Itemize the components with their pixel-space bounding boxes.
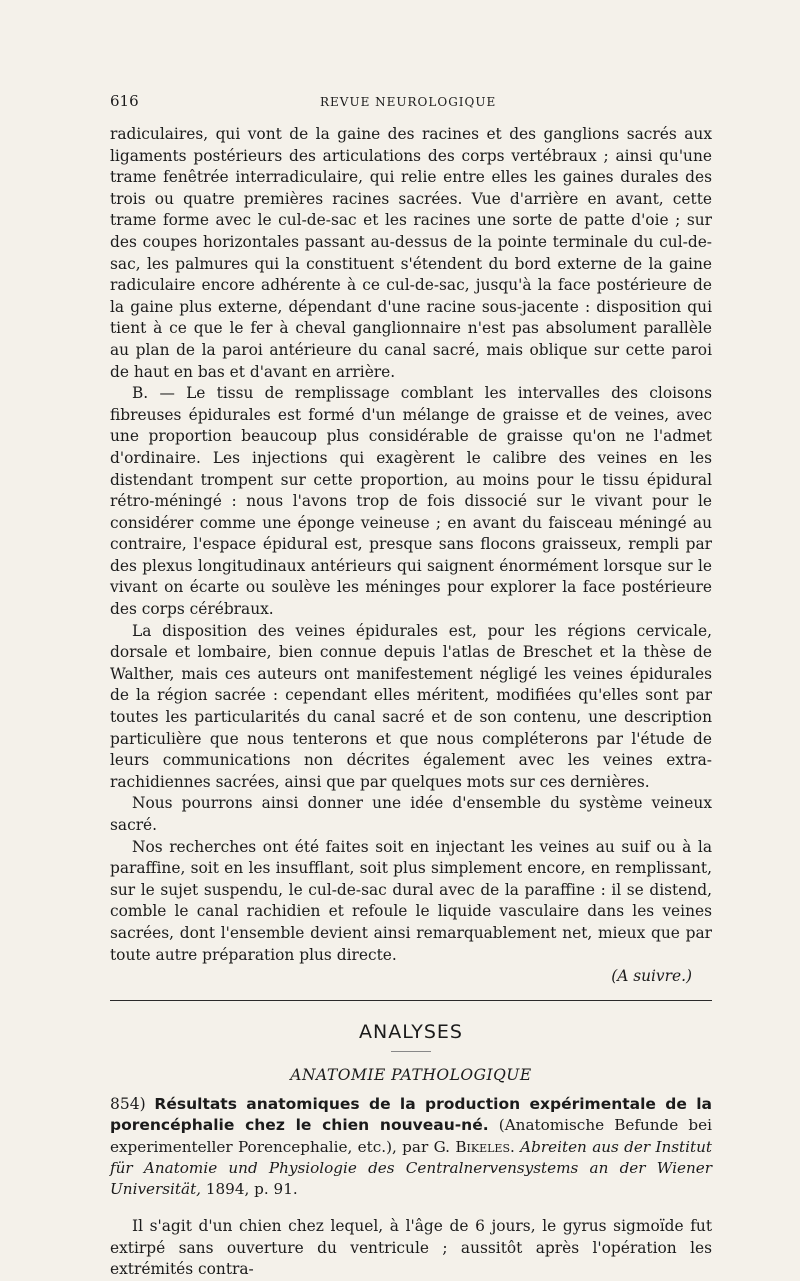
- page-number: 616: [110, 92, 139, 110]
- suivre-line: [110, 966, 712, 988]
- paragraph-4: Nous pourrons ainsi donner une idée d'ensemble du système veineux sacré.: [110, 794, 712, 834]
- entry-source: Abreiten aus der Institut für Anatomie und Physiologie des Centralnervensystems an der Wiener Universität,: [110, 1137, 713, 1199]
- document-page: [110, 92, 712, 1281]
- paragraph-3: La disposition des veines épidurales est, pour les régions cervicale, dorsale et lombaire, bien connue depuis l'atlas de Breschet et la thèse de Walther, mais ces auteurs ont manifestement négligé les veines épidurales de la région sacrée : cependant elles méritent, modifiées qu'elles sont par toutes les particularités du canal sacré et de son contenu, une description particulière que nous tenterons et que nous compléterons par l'étude de leurs communications non décrites également avec les veines extra-rachidiennes sacrées, ainsi que par quelques mots sur ces dernières.: [110, 621, 712, 791]
- analysis-entry: [110, 1094, 712, 1201]
- a-suivre-note: (A suivre.): [611, 967, 692, 986]
- entry-german-title: (Anatomische Befunde bei experimenteller Porencephalie, etc.), par: [110, 1116, 713, 1156]
- entry-title: Résultats anatomiques de la production expérimentale de la porencéphalie chez le chien nouveau-né.: [110, 1094, 713, 1135]
- paragraph-1: radiculaires, qui vont de la gaine des racines et des ganglions sacrés aux ligaments postérieurs des articulations des corps vertébraux ; ainsi qu'une trame fenêtrée interradiculaire, qui relie entre elles les gaines durales des trois ou quatre premières racines sacrées. Vue d'arrière en avant, cette trame forme avec le cul-de-sac et les racines une sorte de patte d'oie ; sur des coupes horizontales passant au-dessus de la pointe terminale du cul-de-sac, les palmures qui la constituent s'étendent du bord externe de la gaine radiculaire encore adhérente à ce cul-de-sac, jusqu'à la face postérieure de la gaine plus externe, dépendant d'une racine sous-jacente : disposition qui tient à ce que le fer à cheval ganglionnaire n'est pas absolument parallèle au plan de la paroi antérieure du canal sacré, mais oblique sur cette paroi de haut en bas et d'avant en arrière.: [110, 125, 712, 381]
- paragraph-5: Nos recherches ont été faites soit en injectant les veines au suif ou à la paraffine, soit en les insufflant, soit plus simplement encore, en remplissant, sur le sujet suspendu, le cul-de-sac dural avec de la paraffine : il se distend, comble le canal rachidien et refoule le liquide vasculaire dans les veines sacrées, dont l'ensemble devient ainsi remarquablement net, mieux que par toute autre préparation plus directe.: [110, 837, 712, 964]
- analyses-heading: ANALYSES: [358, 1020, 463, 1043]
- section-divider: [110, 1000, 712, 1001]
- entry-number: 854): [110, 1094, 146, 1113]
- paragraph-2: B. — Le tissu de remplissage comblant les intervalles des cloisons fibreuses épidurales est formé d'un mélange de graisse et de veines, avec une proportion beaucoup plus considérable de graisse qu'on ne l'admet d'ordinaire. Les injections qui exagèrent le calibre des veines en les distendant trompent sur cette proportion, au moins pour le tissu épidural rétro-méningé : nous l'avons trop de fois dissocié sur le vivant pour le considérer comme une éponge veineuse ; en avant du faisceau méningé au contraire, l'espace épidural est, presque sans flocons graisseux, rempli par des plexus longitudinaux antérieurs qui saignent énormément lorsque sur le vivant on écarte ou soulève les méninges pour explorer la face postérieure des corps cérébraux.: [110, 384, 712, 619]
- entry-author: G. Bikeles.: [433, 1137, 515, 1156]
- entry-year: 1894, p. 91.: [205, 1180, 298, 1199]
- running-head: REVUE NEUROLOGIQUE: [320, 95, 497, 109]
- heading-underline: [391, 1051, 431, 1052]
- page-header: [110, 92, 712, 118]
- subsection-heading: ANATOMIE PATHOLOGIQUE: [290, 1065, 532, 1084]
- entry-text: Il s'agit d'un chien chez lequel, à l'âge de 6 jours, le gyrus sigmoïde fut extirpé sans ouverture du ventricule ; aussitôt après l'opération les extrémités contra-: [110, 1216, 712, 1279]
